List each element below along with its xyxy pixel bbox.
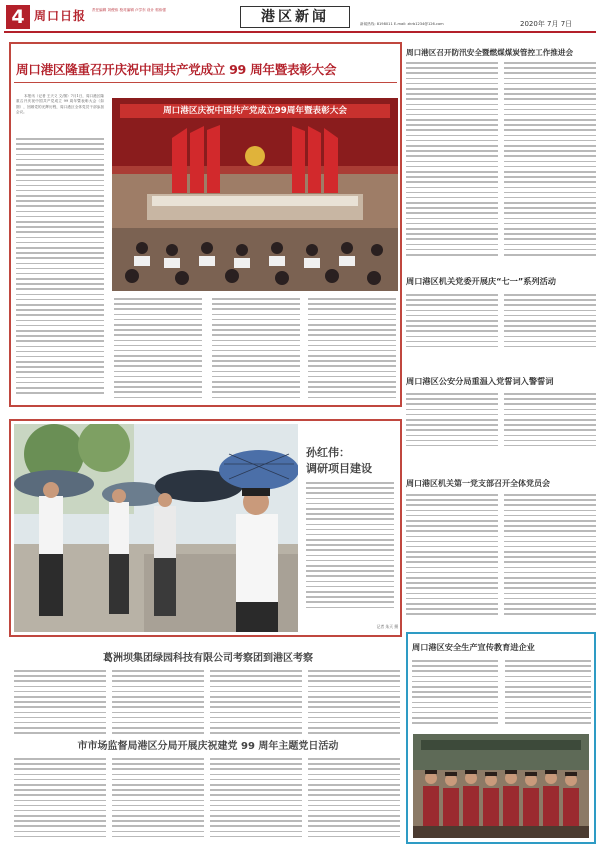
lead-headline: 周口港区隆重召开庆祝中国共产党成立 99 周年暨表彰大会: [16, 62, 337, 77]
bottom-article-2-col-2: [112, 758, 204, 842]
feature-photo: [14, 424, 298, 632]
safety-photo: [413, 734, 589, 838]
right-article-2-col-2: [504, 294, 596, 354]
right-article-4-col-2: [504, 494, 596, 622]
safety-article-col-1: [412, 660, 498, 724]
right-article-4-col-1: [406, 494, 498, 622]
bottom-article-1-col-2: [112, 670, 204, 734]
lead-body-column-2: [114, 298, 202, 402]
contact-info: 新闻热线: 8198011 E-mail: zkrb1234@126.com: [360, 22, 444, 26]
bottom-article-2-col-4: [308, 758, 400, 842]
bottom-article-2-col-3: [210, 758, 302, 842]
safety-headline: 周口港区安全生产宣传教育进企业: [412, 642, 535, 652]
lead-body-column-1: [16, 138, 104, 400]
lead-body-column-3: [212, 298, 300, 402]
feature-title-line-1: 孙红伟：: [306, 446, 350, 459]
right-article-3-col-2: [504, 393, 596, 453]
feature-title-line-2: 调研项目建设: [306, 462, 372, 475]
lead-photo: [112, 98, 398, 291]
right-article-1-col-2: [504, 62, 596, 262]
bottom-headline-2: 市市场监督局港区分局开展庆祝建党 99 周年主题党日活动: [77, 741, 339, 752]
page-number: 4: [6, 5, 30, 29]
lead-photo-banner: 周口港区庆祝中国共产党成立99周年暨表彰大会: [120, 104, 390, 118]
issue-date: 2020年 7月 7日: [520, 20, 573, 28]
lead-intro-text: 本报讯（记者 王天义 文/图）7月1日，周口港区隆重召开庆祝中国共产党成立 99 周年暨表彰大会（如图），回顾党的光辉历程，周口港区全体党员干部参加会议。: [16, 94, 104, 115]
right-headline-3: 周口港区公安分局重温入党誓词入警誓词: [406, 376, 554, 386]
bottom-article-1-col-1: [14, 670, 106, 734]
newspaper-logo: 周口日报: [34, 9, 87, 23]
lead-headline-underline: [14, 82, 397, 83]
right-article-1-col-1: [406, 62, 498, 262]
feature-photo-credit: 记者 朱天 摄: [376, 624, 398, 629]
feature-caption-text: [306, 482, 394, 614]
lead-body-column-4: [308, 298, 396, 402]
right-headline-4: 周口港区机关第一党支部召开全体党员会: [406, 479, 550, 488]
right-headline-1: 周口港区召开防汛安全暨燃煤煤炭管控工作推进会: [406, 48, 574, 57]
bottom-article-2-col-1: [14, 758, 106, 842]
right-article-2-col-1: [406, 294, 498, 354]
bottom-article-1-col-3: [210, 670, 302, 734]
right-article-3-col-1: [406, 393, 498, 453]
bottom-article-1-col-4: [308, 670, 400, 734]
section-title: 港区新闻: [240, 6, 350, 28]
editor-credits: 责任编辑 刘俊伟 校对编辑 卢学东 设计 郭伟强: [92, 8, 166, 12]
right-headline-2: 周口港区机关党委开展庆“七一”系列活动: [406, 276, 556, 286]
masthead-rule: [4, 31, 596, 33]
bottom-headline-1: 葛洲坝集团绿园科技有限公司考察团到港区考察: [103, 653, 313, 664]
safety-article-col-2: [505, 660, 591, 724]
